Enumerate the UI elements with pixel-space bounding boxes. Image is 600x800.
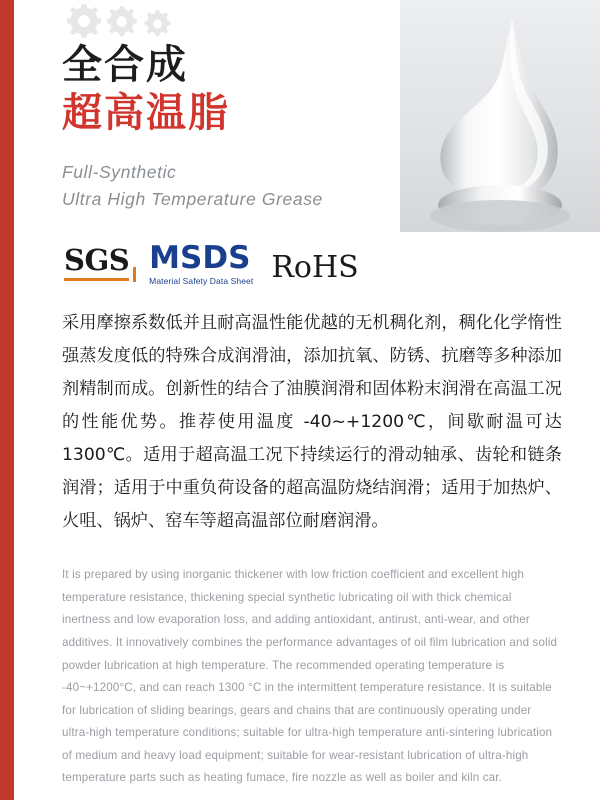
msds-logo bbox=[149, 239, 254, 286]
sgs-tick bbox=[133, 267, 136, 282]
msds-sublabel: Material Safety Data Sheet bbox=[149, 275, 254, 286]
sgs-underline bbox=[64, 278, 129, 281]
rohs-logo: RoHS bbox=[271, 250, 359, 286]
page-title-cn-line2: 超高温脂 bbox=[62, 90, 230, 137]
description-cn: 采用摩擦系数低并且耐高温性能优越的无机稠化剂，稠化化学惰性强蒸发度低的特殊合成润滑油，添加抗氧、防锈、抗磨等多种添加剂精制而成。创新性的结合了油膜润滑和固体粉末润滑在高温工况的性能优势。推荐使用温度 -40~+1200℃，间歇耐温可达 1300℃。适用于超高温工况下持续运行的滑动轴承、齿轮和链条润滑；适用于中重负荷设备的超高温防烧结润滑；适用于加热炉、火咀、锅炉、窑车等超高温部位耐磨润滑。 bbox=[62, 313, 562, 532]
page-title-en-line1: Full-Synthetic bbox=[62, 161, 177, 182]
sgs-label: SGS bbox=[64, 243, 130, 278]
msds-label: MSDS bbox=[149, 239, 251, 276]
certification-logos bbox=[62, 239, 574, 285]
page-title-cn-line1: 全合成 bbox=[62, 42, 188, 88]
page-title-en bbox=[62, 159, 574, 213]
description-en: It is prepared by using inorganic thickener with low friction coefficient and excellent high temperature resistance, thickening special synthetic lubricating oil with thick chemical inertness and low evaporation loss, and adding antioxidant, antirust, anti-wear, and other additives. It innovatively combines the performance advantages of oil film lubrication and solid powder lubrication at high temperature. The recommended operating temperature is -40~+1200°C, and can reach 1300 °C in the intermittent temperature resistance. It is suitable for lubrication of sliding bearings, gears and chains that are continuously operating under ultra-high temperature conditions; suitable for ultra-high temperature anti-sintering lubrication of medium and heavy load equipment; suitable for wear-resistant lubrication of ultra-high temperature parts such as heating fumace, fire nozzle as well as boiler and kiln car. bbox=[62, 568, 558, 785]
page-title-en-line2: Ultra High Temperature Grease bbox=[62, 188, 323, 209]
sgs-logo bbox=[62, 243, 131, 285]
left-red-spine bbox=[0, 0, 14, 800]
document-content bbox=[62, 0, 574, 790]
